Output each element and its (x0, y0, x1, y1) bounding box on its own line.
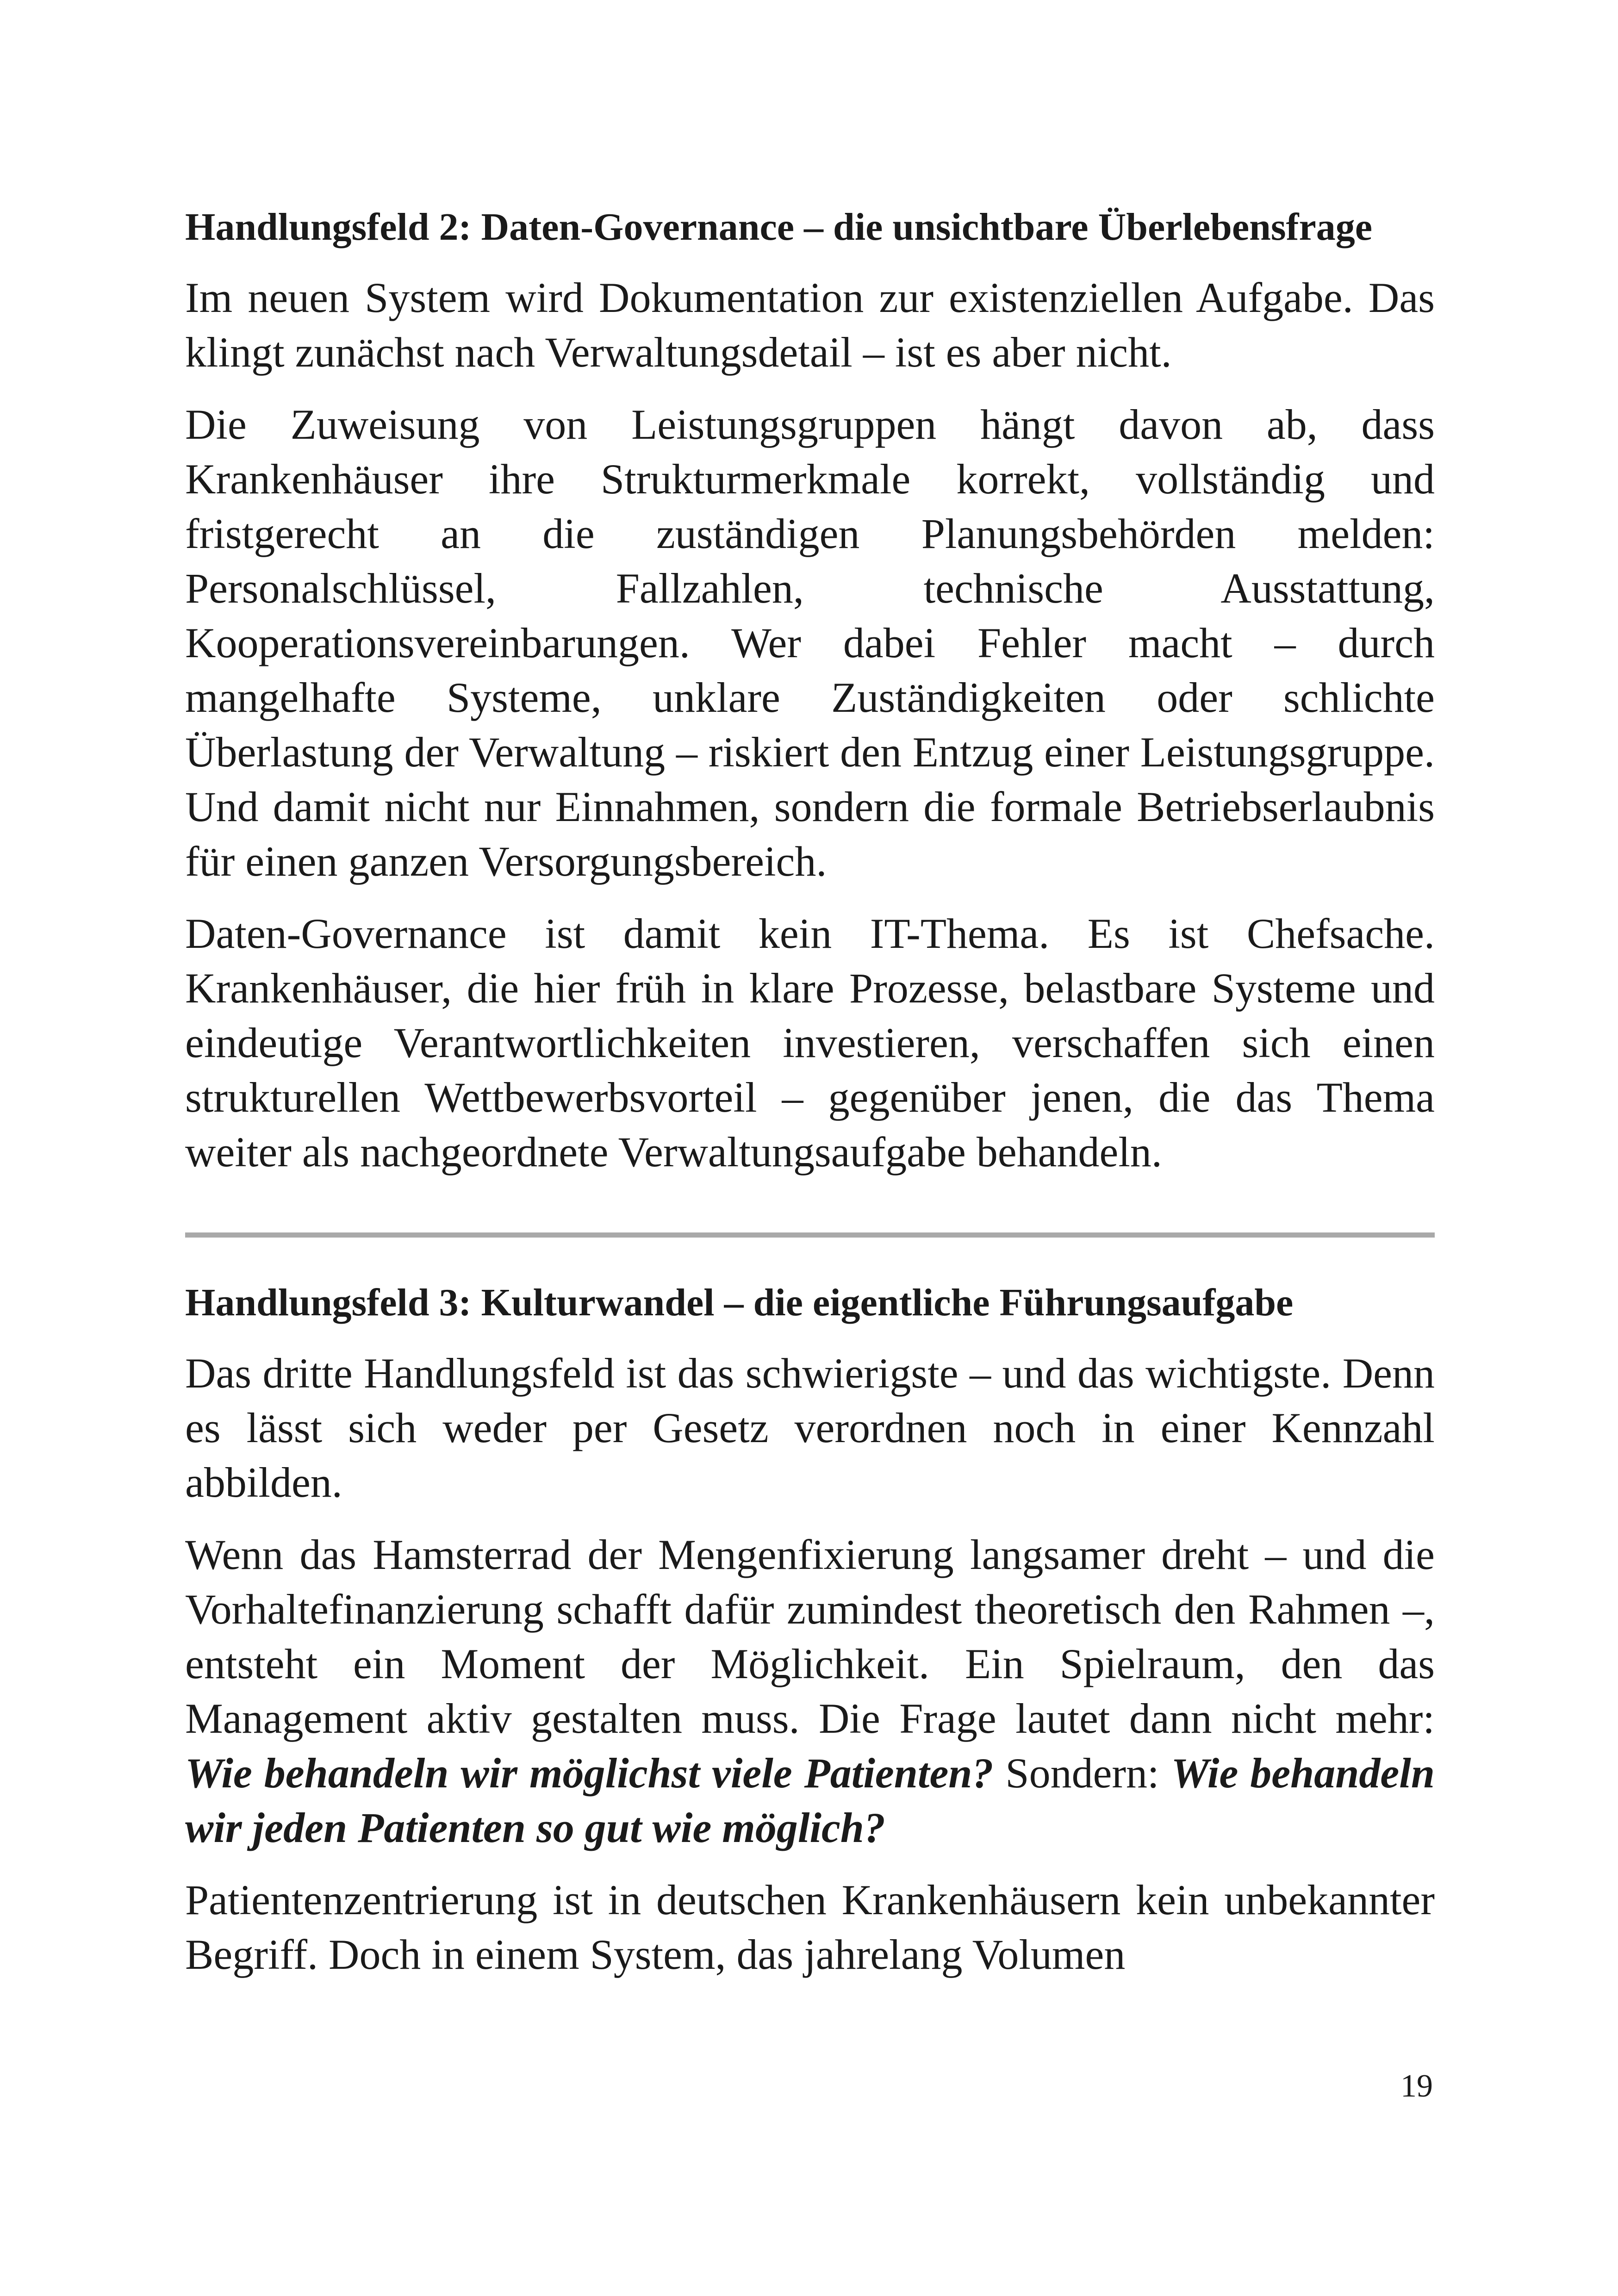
paragraph-drittes-handlungsfeld: Das dritte Handlungsfeld ist das schwierigste – und das wichtigste. Denn es lässt sich weder per Gesetz verordnen noch in einer Kennzahl abbilden. (185, 1350, 1435, 1506)
paragraph-patientenzentrierung: Patientenzentrierung ist in deutschen Krankenhäusern kein unbekannter Begriff. Doch in einem System, das jahrelang Volumen (185, 1876, 1435, 1978)
emphasized-question-best: Wie behandeln wir jeden Patienten so gut wie möglich? (185, 1749, 1435, 1851)
section-divider (185, 1232, 1435, 1238)
paragraph-chefsache: Daten-Governance ist damit kein IT-Thema. Es ist Chefsache. Krankenhäuser, die hier früh in klare Prozesse, belastbare Systeme und eindeutige Verantwortlichkeiten investieren, verschaffen sich einen strukturellen Wettbewerbsvorteil – gegenüber jenen, die das Thema weiter als nachgeordnete Verwaltungsaufgabe behandeln. (185, 910, 1435, 1176)
page-number: 19 (1400, 2068, 1433, 2104)
hamsterrad-middle-text: Sondern: (993, 1749, 1171, 1797)
text-column (185, 199, 1435, 1999)
hamsterrad-lead-text: Wenn das Hamsterrad der Mengenfixierung langsamer dreht – und die Vorhaltefinanzierung schafft dafür zumindest theoretisch den Rahmen –, entsteht ein Moment der Möglichkeit. Ein Spielraum, den das Management aktiv gestalten muss. Die Frage lautet dann nicht mehr: (185, 1531, 1435, 1742)
section-heading-kulturwandel: Handlungsfeld 3: Kulturwandel – die eigentliche Führungsaufgabe (185, 1281, 1294, 1324)
paragraph-leistungsgruppen: Die Zuweisung von Leistungsgruppen hängt davon ab, dass Krankenhäuser ihre Strukturmerkmale korrekt, vollständig und fristgerecht an die zuständigen Planungsbehörden melden: Personalschlüssel, Fallzahlen, technische Ausstattung, Kooperationsvereinbarungen. Wer dabei Fehler macht – durch mangelhafte Systeme, unklare Zuständigkeiten oder schlichte Überlastung der Verwaltung – riskiert den Entzug einer Leistungsgruppe. Und damit nicht nur Einnahmen, sondern die formale Betriebserlaubnis für einen ganzen Versorgungsbereich. (185, 401, 1435, 885)
section-heading-daten-governance: Handlungsfeld 2: Daten-Governance – die unsichtbare Überlebensfrage (185, 205, 1373, 249)
paragraph-hamsterrad (185, 1527, 1435, 1855)
paragraph-dokumentation: Im neuen System wird Dokumentation zur existenziellen Aufgabe. Das klingt zunächst nach Verwaltungsdetail – ist es aber nicht. (185, 274, 1435, 376)
emphasized-question-many: Wie behandeln wir möglichst viele Patienten? (185, 1749, 994, 1797)
